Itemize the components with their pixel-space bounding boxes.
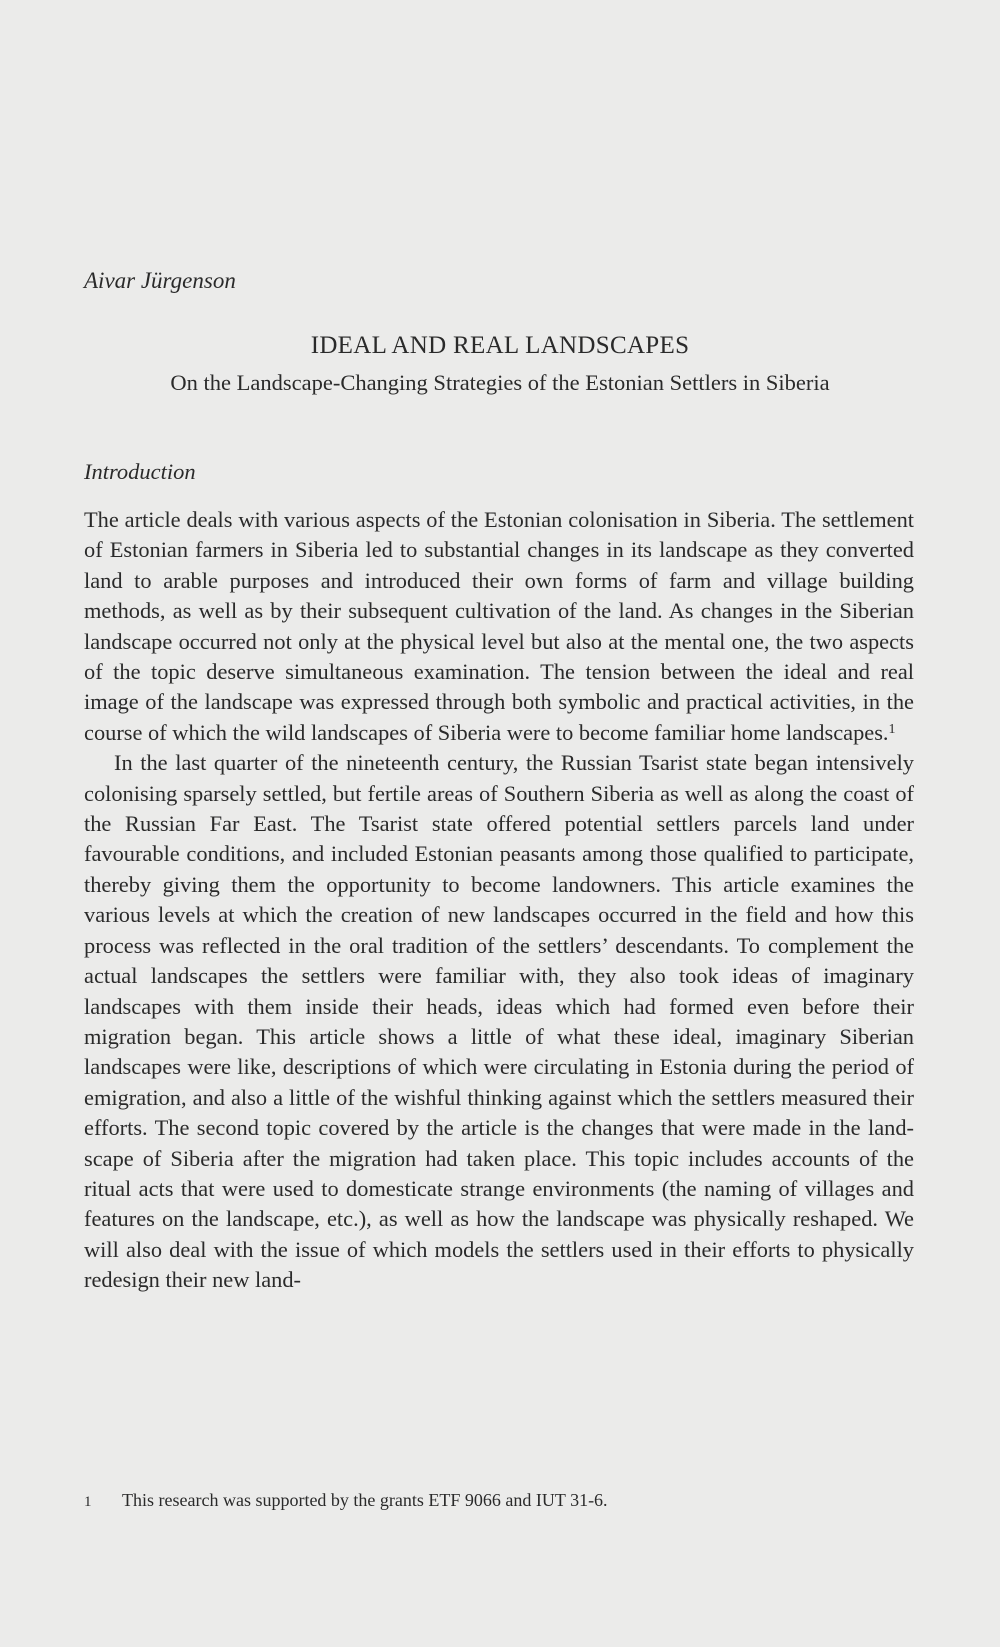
article-title: IDEAL AND REAL LANDSCAPES	[310, 332, 690, 359]
footnote-number: 1	[84, 1494, 92, 1510]
article-subtitle: On the Landscape-Changing Strategies of the Estonian Settlers in Siberia	[170, 370, 830, 395]
body-text	[84, 505, 914, 1296]
footnote-reference: 1	[888, 721, 896, 737]
footnote-text: This research was supported by the grants ETF 9066 and IUT 31-6.	[122, 1490, 608, 1510]
paragraph-text: The article deals with various aspects of the Estonian colonisation in Siberia. The settlement of Estonian farmers in Siberia led to substantial changes in its landscape as they converted land to arable purposes and introduced their own forms of farm and village building methods, as well as by their subsequent cultivation of the land. As changes in the Siberian landscape occurred not only at the physical level but also at the mental one, the two aspects of the topic deserve simultaneous examination. The tension between the ideal and real image of the landscape was expressed through both symbolic and practical activities, in the course of which the wild landscapes of Siberia were to become familiar home landscapes.	[84, 507, 914, 745]
footnote	[84, 1490, 914, 1511]
paragraph	[84, 748, 914, 1295]
author-name: Aivar Jürgenson	[84, 268, 236, 293]
paragraph	[84, 505, 914, 748]
paragraph-text: In the last quarter of the nineteenth century, the Russian Tsarist state began intensively colonising sparsely settled, but fertile areas of Southern Siberia as well as along the coast of the Russian Far East. The Tsarist state offered potential settlers parcels land under favourable conditions, and included Estonian peasants among those qualified to participate, thereby giving them the opportunity to become landowners. This article examines the various levels at which the creation of new landscapes occurred in the field and how this process was reflected in the oral tradition of the settlers’ descendants. To complement the actual landscapes the settlers were familiar with, they also took ideas of imaginary landscapes with them inside their heads, ideas which had formed even before their migration began. This article shows a little of what these ideal, imaginary Siberian landscapes were like, descriptions of which were circulating in Estonia during the period of emigration, and also a little of the wishful thinking against which the settlers measured their efforts. The second topic covered by the article is the changes that were made in the landscape of Siberia after the migration had taken place. This topic includes accounts of the ritual acts that were used to domesticate strange environments (the naming of villages and features on the landscape, etc.), as well as how the landscape was physically reshaped. We will also deal with the issue of which models the settlers used in their efforts to physically redesign their new land-	[84, 750, 914, 1293]
section-heading: Introduction	[84, 459, 196, 484]
